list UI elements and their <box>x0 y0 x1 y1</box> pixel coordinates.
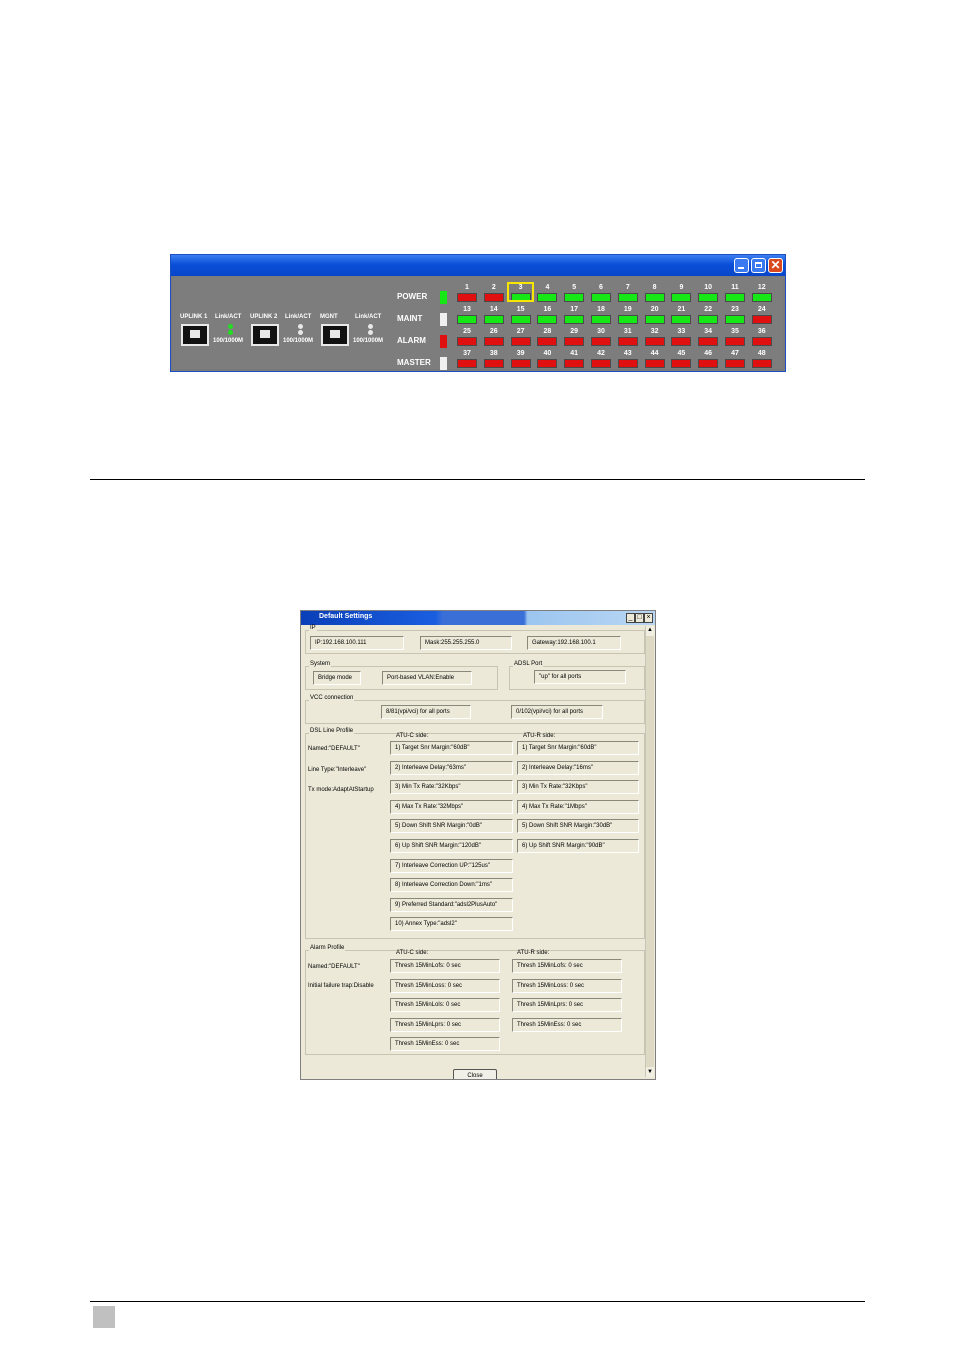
port-number-label: 42 <box>597 350 605 357</box>
port-number-label: 29 <box>570 328 579 335</box>
alarm-atuc-field: Thresh 15MinLoss: 0 sec <box>390 979 500 993</box>
section-divider <box>90 479 865 480</box>
vertical-scrollbar[interactable] <box>645 626 654 1077</box>
device-front-panel <box>173 277 783 369</box>
port-led-47[interactable] <box>725 359 745 368</box>
close-button[interactable]: ✕ <box>768 258 783 273</box>
port-number-label: 47 <box>731 350 739 357</box>
ethernet-port-icon <box>251 324 279 346</box>
port-led-2[interactable] <box>484 293 504 302</box>
port-led-12[interactable] <box>752 293 772 302</box>
port-number-label: 7 <box>625 284 630 291</box>
alarm-trap-label: Initial failure trap:Disable <box>308 983 374 989</box>
link-led-icon <box>228 324 233 329</box>
port-number-label: 31 <box>623 328 632 335</box>
port-led-23[interactable] <box>725 315 745 324</box>
port-number-label: 12 <box>757 284 766 291</box>
alarm-atuc-header: ATU-C side: <box>396 950 429 956</box>
port-led-17[interactable] <box>564 315 584 324</box>
ethernet-port-icon <box>321 324 349 346</box>
port-led-41[interactable] <box>564 359 584 368</box>
port-vlan-field: Port-based VLAN:Enable <box>382 671 472 685</box>
dsl-atuc-field: 8) Interleave Correction Down:"1ms" <box>390 878 513 892</box>
port-number-label: 36 <box>757 328 766 335</box>
status-led-maint <box>440 313 447 326</box>
port-number-label: 39 <box>516 350 525 357</box>
system-mode-field: Bridge mode <box>313 671 361 685</box>
ip-field: IP:192.168.100.111 <box>310 636 404 650</box>
port-led-45[interactable] <box>671 359 691 368</box>
port-number-label: 17 <box>570 306 579 313</box>
alarm-atuc-field: Thresh 15MinEss: 0 sec <box>390 1037 500 1051</box>
close-dialog-button[interactable]: Close <box>453 1069 497 1080</box>
scroll-up-arrow-icon[interactable]: ▲ <box>647 627 653 633</box>
dsl-atuc-field: 9) Preferred Standard:"adsl2PlusAuto" <box>390 898 513 912</box>
ethernet-port-icon <box>181 324 209 346</box>
vcc-field-2: 0/102(vpi/vci) for all ports <box>511 705 603 719</box>
minimize-button[interactable] <box>734 258 749 273</box>
status-led-alarm <box>440 335 447 348</box>
link-act-label: Link/ACT <box>215 314 242 320</box>
panel-title-bar[interactable] <box>171 255 785 276</box>
port-led-29[interactable] <box>564 337 584 346</box>
alarm-atuc-field: Thresh 15MinLols: 0 sec <box>390 998 500 1012</box>
alarm-atur-field: Thresh 15MinEss: 0 sec <box>512 1018 622 1032</box>
dsl-atuc-field: 3) Min Tx Rate:"32Kbps" <box>390 780 513 794</box>
alarm-atur-field: Thresh 15MinLprs: 0 sec <box>512 998 622 1012</box>
dsl-atuc-field: 10) Annex Type:"adsl2" <box>390 917 513 931</box>
port-led-33[interactable] <box>671 337 691 346</box>
port-led-46[interactable] <box>698 359 718 368</box>
port-number-label: 35 <box>731 328 739 335</box>
link-led-icon <box>368 330 373 335</box>
port-led-48[interactable] <box>752 359 772 368</box>
status-label-maint: MAINT <box>397 314 423 323</box>
dsl-atur-field: 3) Min Tx Rate:"32Kbps" <box>517 780 639 794</box>
alarm-named-label: Named:"DEFAULT" <box>308 964 360 970</box>
gateway-field: Gateway:192.168.100.1 <box>527 636 621 650</box>
port-number-label: 1 <box>465 284 469 291</box>
port-led-24[interactable] <box>752 315 772 324</box>
port-number-label: 27 <box>516 328 525 335</box>
adsl-port-field: "up" for all ports <box>534 670 626 684</box>
port-led-5[interactable] <box>564 293 584 302</box>
port-led-28[interactable] <box>537 337 557 346</box>
port-number-label: 40 <box>543 350 552 357</box>
port-led-19[interactable] <box>618 315 638 324</box>
dsl-atuc-header: ATU-C side: <box>396 733 429 739</box>
status-label-alarm: ALARM <box>397 336 426 345</box>
port-number-label: 16 <box>543 306 552 313</box>
link-led-icon <box>368 324 373 329</box>
alarm-atur-field: Thresh 15MinLoss: 0 sec <box>512 979 622 993</box>
alarm-atur-header: ATU-R side: <box>517 950 550 956</box>
dsl-atuc-field: 7) Interleave Correction UP:"125us" <box>390 859 513 873</box>
link-act-label: Link/ACT <box>285 314 312 320</box>
ip-group-legend: IP <box>310 625 316 631</box>
selected-port-highlight <box>507 282 534 302</box>
port-number-label: 15 <box>516 306 525 313</box>
port-number-label: 38 <box>489 350 498 357</box>
port-led-18[interactable] <box>591 315 611 324</box>
port-number-label: 3 <box>518 284 523 291</box>
page-footer-marker <box>93 1306 115 1328</box>
link-led-icon <box>228 330 233 335</box>
port-led-4[interactable] <box>537 293 557 302</box>
status-label-power: POWER <box>397 292 428 301</box>
port-led-10[interactable] <box>698 293 718 302</box>
port-number-label: 5 <box>572 284 577 291</box>
port-number-label: 14 <box>489 306 498 313</box>
speed-label: 100/1000M <box>283 338 314 344</box>
port-number-label: 13 <box>463 306 471 313</box>
vcc-field-1: 8/81(vpi/vci) for all ports <box>381 705 471 719</box>
port-number-label: 19 <box>623 306 632 313</box>
port-led-25[interactable] <box>457 337 477 346</box>
port-number-label: 4 <box>545 284 550 291</box>
uplink-name-label: MGNT <box>320 314 338 320</box>
device-panel-window <box>170 254 786 372</box>
port-number-label: 24 <box>757 306 766 313</box>
link-led-icon <box>298 324 303 329</box>
alarm-profile-legend: Alarm Profile <box>310 945 345 951</box>
port-number-label: 34 <box>704 328 713 335</box>
port-led-11[interactable] <box>725 293 745 302</box>
dsl-atuc-field: 4) Max Tx Rate:"32Mbps" <box>390 800 513 814</box>
port-led-22[interactable] <box>698 315 718 324</box>
port-number-label: 46 <box>704 350 713 357</box>
dsl-atur-field: 5) Down Shift SNR Margin:"30dB" <box>517 819 639 833</box>
port-number-label: 20 <box>650 306 659 313</box>
port-led-20[interactable] <box>645 315 665 324</box>
port-led-36[interactable] <box>752 337 772 346</box>
port-number-label: 37 <box>463 350 471 357</box>
port-number-label: 10 <box>704 284 713 291</box>
link-led-icon <box>298 330 303 335</box>
alarm-atuc-field: Thresh 15MinLofs: 0 sec <box>390 959 500 973</box>
port-led-7[interactable] <box>618 293 638 302</box>
dsl-atur-field: 4) Max Tx Rate:"1Mbps" <box>517 800 639 814</box>
port-led-6[interactable] <box>591 293 611 302</box>
dsl-atuc-field: 6) Up Shift SNR Margin:"120dB" <box>390 839 513 853</box>
vcc-group-legend: VCC connection <box>310 695 354 701</box>
scroll-down-arrow-icon[interactable]: ▼ <box>647 1069 653 1075</box>
port-led-1[interactable] <box>457 293 477 302</box>
port-number-label: 48 <box>757 350 766 357</box>
dsl-atuc-field: 1) Target Snr Margin:"60dB" <box>390 741 513 755</box>
port-led-14[interactable] <box>484 315 504 324</box>
port-number-label: 18 <box>597 306 605 313</box>
port-number-label: 33 <box>677 328 686 335</box>
link-act-label: Link/ACT <box>355 314 382 320</box>
status-label-master: MASTER <box>397 358 431 367</box>
dsl-atur-field: 2) Interleave Delay:"16ms" <box>517 761 639 775</box>
port-led-38[interactable] <box>484 359 504 368</box>
port-led-31[interactable] <box>618 337 638 346</box>
alarm-atur-field: Thresh 15MinLofs: 0 sec <box>512 959 622 973</box>
dialog-title-bar[interactable] <box>301 611 655 625</box>
port-number-label: 22 <box>704 306 713 313</box>
port-led-40[interactable] <box>537 359 557 368</box>
dsl-named-label: Named:"DEFAULT" <box>308 746 360 752</box>
port-led-30[interactable] <box>591 337 611 346</box>
speed-label: 100/1000M <box>213 338 244 344</box>
port-number-label: 9 <box>679 284 684 291</box>
dialog-minimize-button[interactable]: _ <box>626 613 635 623</box>
port-led-35[interactable] <box>725 337 745 346</box>
port-number-label: 45 <box>677 350 686 357</box>
uplink-name-label: UPLINK 1 <box>180 314 208 320</box>
port-number-label: 6 <box>599 284 603 291</box>
mask-field: Mask:255.255.255.0 <box>420 636 512 650</box>
dialog-title: Default Settings <box>319 613 373 620</box>
port-number-label: 41 <box>570 350 579 357</box>
port-number-label: 8 <box>652 284 657 291</box>
dsl-tx-mode-label: Tx mode:AdaptAtStartup <box>308 787 374 793</box>
system-group-legend: System <box>310 661 331 667</box>
port-number-label: 28 <box>543 328 552 335</box>
speed-label: 100/1000M <box>353 338 384 344</box>
status-led-power <box>440 291 447 304</box>
port-led-26[interactable] <box>484 337 504 346</box>
port-led-43[interactable] <box>618 359 638 368</box>
dsl-atur-field: 6) Up Shift SNR Margin:"90dB" <box>517 839 639 853</box>
port-led-13[interactable] <box>457 315 477 324</box>
port-number-label: 43 <box>623 350 632 357</box>
port-number-label: 21 <box>677 306 686 313</box>
port-led-44[interactable] <box>645 359 665 368</box>
port-number-label: 2 <box>491 284 496 291</box>
port-led-15[interactable] <box>511 315 531 324</box>
port-led-21[interactable] <box>671 315 691 324</box>
port-number-label: 44 <box>650 350 659 357</box>
footer-rule <box>90 1301 865 1302</box>
port-led-27[interactable] <box>511 337 531 346</box>
port-number-label: 26 <box>489 328 498 335</box>
scroll-thumb[interactable] <box>646 636 654 1067</box>
port-led-42[interactable] <box>591 359 611 368</box>
port-number-label: 25 <box>463 328 471 335</box>
port-led-39[interactable] <box>511 359 531 368</box>
port-led-37[interactable] <box>457 359 477 368</box>
port-led-16[interactable] <box>537 315 557 324</box>
dsl-atur-field: 1) Target Snr Margin:"60dB" <box>517 741 639 755</box>
maximize-button[interactable] <box>751 258 766 273</box>
alarm-atuc-field: Thresh 15MinLprs: 0 sec <box>390 1018 500 1032</box>
port-number-label: 23 <box>731 306 739 313</box>
dsl-line-profile-legend: DSL Line Profile <box>310 728 354 734</box>
dsl-atuc-field: 5) Down Shift SNR Margin:"0dB" <box>390 819 513 833</box>
port-led-9[interactable] <box>671 293 691 302</box>
default-settings-dialog <box>300 610 656 1080</box>
dsl-atuc-field: 2) Interleave Delay:"63ms" <box>390 761 513 775</box>
dialog-close-button[interactable]: × <box>644 613 653 623</box>
dsl-line-type-label: Line Type:"Interleave" <box>308 767 367 773</box>
status-led-master <box>440 357 447 370</box>
port-number-label: 32 <box>650 328 659 335</box>
port-led-8[interactable] <box>645 293 665 302</box>
port-number-label: 11 <box>731 284 739 291</box>
port-led-34[interactable] <box>698 337 718 346</box>
port-number-label: 30 <box>597 328 605 335</box>
dialog-maximize-button[interactable]: □ <box>635 613 644 623</box>
uplink-name-label: UPLINK 2 <box>250 314 278 320</box>
adsl-port-legend: ADSL Port <box>514 661 543 667</box>
dsl-atur-header: ATU-R side: <box>523 733 556 739</box>
port-led-32[interactable] <box>645 337 665 346</box>
